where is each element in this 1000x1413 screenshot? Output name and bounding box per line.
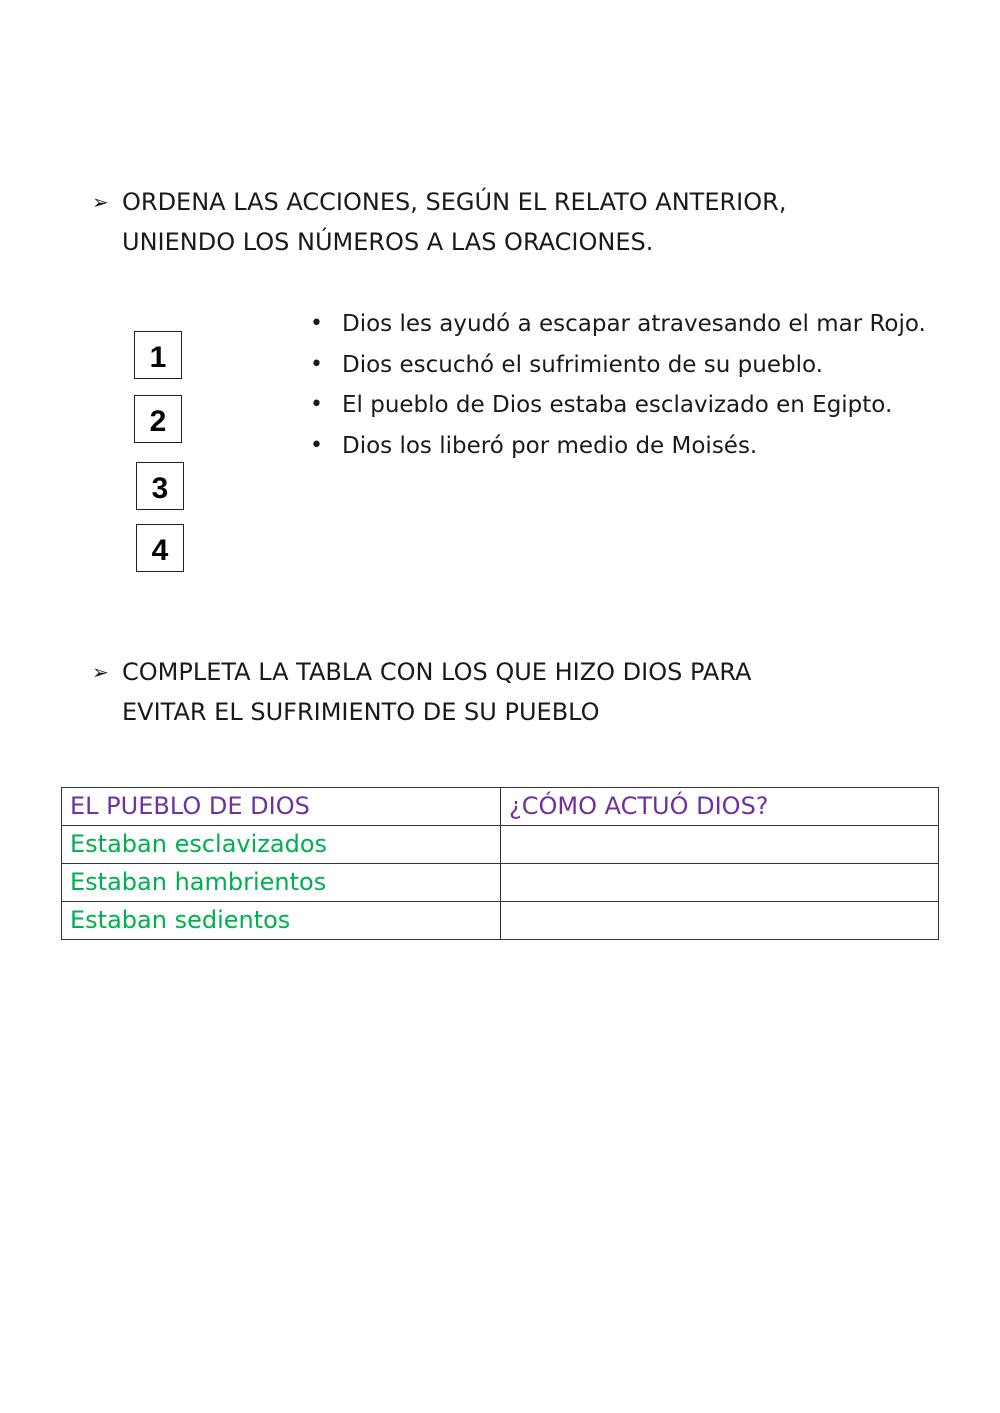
answer-cell[interactable] (501, 902, 939, 940)
header-pueblo: EL PUEBLO DE DIOS (62, 788, 501, 826)
sentence-item[interactable]: • El pueblo de Dios estaba esclavizado en Egipto. (306, 385, 946, 426)
table-header-row (62, 788, 939, 826)
answer-cell[interactable] (501, 826, 939, 864)
instruction-text: ORDENA LAS ACCIONES, SEGÚN EL RELATO ANTERIOR, UNIENDO LOS NÚMEROS A LAS ORACIONES. (122, 188, 787, 256)
table-row (62, 902, 939, 940)
sentence-item[interactable]: • Dios los liberó por medio de Moisés. (306, 426, 946, 467)
number-box-4[interactable]: 4 (136, 524, 184, 572)
row-situation: Estaban hambrientos (62, 864, 501, 902)
header-como-actuo: ¿CÓMO ACTUÓ DIOS? (501, 788, 939, 826)
table-row (62, 864, 939, 902)
row-situation: Estaban sedientos (62, 902, 501, 940)
number-box-3[interactable]: 3 (136, 462, 184, 510)
instruction-text: COMPLETA LA TABLA CON LOS QUE HIZO DIOS PARA EVITAR EL SUFRIMIENTO DE SU PUEBLO (122, 658, 752, 726)
sentence-list (306, 304, 946, 466)
arrow-bullet-icon: ➢ (92, 660, 109, 684)
number-box-1[interactable]: 1 (134, 331, 182, 379)
answer-cell[interactable] (501, 864, 939, 902)
instruction-order-actions (92, 182, 952, 262)
instruction-complete-table (92, 652, 952, 732)
number-box-2[interactable]: 2 (134, 395, 182, 443)
sentence-item[interactable]: • Dios les ayudó a escapar atravesando el mar Rojo. (306, 304, 946, 345)
arrow-bullet-icon: ➢ (92, 190, 109, 214)
sentence-item[interactable]: • Dios escuchó el sufrimiento de su pueblo. (306, 345, 946, 386)
table-row (62, 826, 939, 864)
row-situation: Estaban esclavizados (62, 826, 501, 864)
answer-table (61, 787, 939, 940)
